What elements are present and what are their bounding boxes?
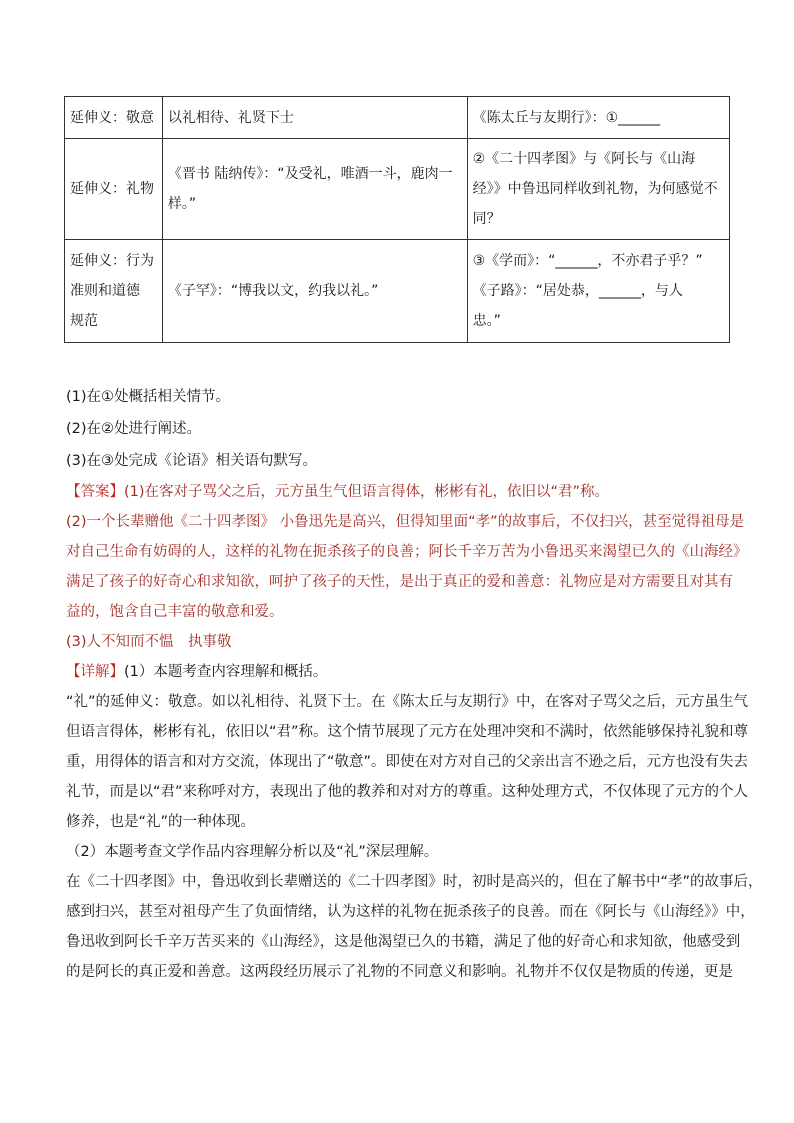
meaning-line: 延伸义：行为: [70, 253, 154, 269]
detail-line: 鲁迅收到阿长千辛万苦买来的《山海经》，这是他渴望已久的书籍，满足了他的好奇心和求知欲，他感受到: [66, 934, 741, 950]
answer-3-part: (3)人不知而不愠: [66, 634, 174, 650]
task-line: 忠。”: [472, 313, 501, 329]
answer-tag: 【答案】: [66, 484, 124, 500]
question-line: (2)在②处进行阐述。: [66, 421, 202, 437]
answer-line: [66, 627, 736, 657]
table-row: [65, 240, 730, 343]
detail-line: 感到扫兴，甚至对祖母产生了负面情绪，认为这样的礼物在扼杀孩子的良善。而在《阿长与《山海经》》中，: [66, 904, 755, 920]
detail-line: 在《二十四孝图》中，鲁迅收到长辈赠送的《二十四孝图》时，初时是高兴的，但在了解书中“孝”的故事后，: [66, 874, 763, 890]
task-line: ②《二十四孝图》与《阿长与《山海: [472, 151, 696, 167]
task-line: 《子路》：“居处恭，______，与人: [472, 283, 683, 299]
detail-intro: (1）本题考查内容理解和概括。: [124, 664, 328, 680]
detail-line: 的是阿长的真正爱和善意。这两段经历展示了礼物的不同意义和影响。礼物并不仅仅是物质的传递，更是: [66, 964, 733, 980]
answer-1: (1)在客对子骂父之后，元方虽生气但语言得体，彬彬有礼，依旧以“君”称。: [124, 484, 610, 500]
meaning-cell: 延伸义：礼物: [65, 139, 163, 240]
questions-and-answers: [66, 381, 763, 987]
answer-line: [66, 477, 736, 507]
detail-tag: 【详解】: [66, 664, 124, 680]
task-line: 同？: [472, 211, 501, 227]
table-row: [65, 97, 730, 139]
question-line: (1)在①处概括相关情节。: [66, 389, 231, 405]
task-cell: [467, 139, 729, 240]
meaning-cell: [65, 240, 163, 343]
li-meaning-table: [64, 96, 730, 343]
task-cell: [467, 240, 729, 343]
answer-3-part: 执事敬: [188, 634, 232, 650]
meaning-cell: 延伸义：敬意: [65, 97, 163, 139]
question-line: (3)在③处完成《论语》相关语句默写。: [66, 453, 318, 469]
detail-line: （2）本题考查文学作品内容理解分析以及“礼”深层理解。: [66, 844, 439, 860]
task-cell: 《陈太丘与友期行》：①______: [467, 97, 729, 139]
answer-line: 满足了孩子的好奇心和求知欲，呵护了孩子的天性，是出于真正的爱和善意：礼物应是对方需要且对其有: [66, 574, 733, 590]
detail-line: 礼节，而是以“君”来称呼对方，表现出了他的教养和对对方的尊重。这种处理方式，不仅体现了元方的个人: [66, 784, 749, 800]
meaning-line: 准则和道德: [70, 283, 140, 299]
task-line: ③《学而》：“______，不亦君子乎？”: [472, 253, 703, 269]
example-cell: 《子罕》：“博我以文，约我以礼。”: [162, 240, 467, 343]
example-cell: 以礼相待、礼贤下士: [162, 97, 467, 139]
detail-line: [66, 657, 736, 687]
detail-line: 但语言得体，彬彬有礼，依旧以“君”称。这个情节展现了元方在处理冲突和不满时，依然能够保持礼貌和尊: [66, 724, 749, 740]
table-row: [65, 139, 730, 240]
answer-line: 对自己生命有妨碍的人，这样的礼物在扼杀孩子的良善；阿长千辛万苦为小鲁迅买来渴望已久的《山海经》: [66, 544, 748, 560]
meaning-line: 规范: [70, 313, 98, 329]
detail-line: “礼”的延伸义：敬意。如以礼相待、礼贤下士。在《陈太丘与友期行》中，在客对子骂父之后，元方虽生气: [66, 694, 749, 710]
task-line: 经》》中鲁迅同样收到礼物，为何感觉不: [472, 181, 718, 197]
answer-line: (2)一个长辈赠他《二十四孝图》 小鲁迅先是高兴，但得知里面“孝”的故事后，不仅扫兴，甚至觉得祖母是: [66, 514, 745, 530]
detail-line: 修养，也是“礼”的一种体现。: [66, 814, 256, 830]
detail-line: 重，用得体的语言和对方交流，体现出了“敬意”。即使在对方对自己的父亲出言不逊之后，元方也没有失去: [66, 754, 749, 770]
answer-line: 益的，饱含自己丰富的敬意和爱。: [66, 604, 284, 620]
example-cell: 《晋书 陆纳传》：“及受礼，唯酒一斗，鹿肉一样。”: [162, 139, 467, 240]
